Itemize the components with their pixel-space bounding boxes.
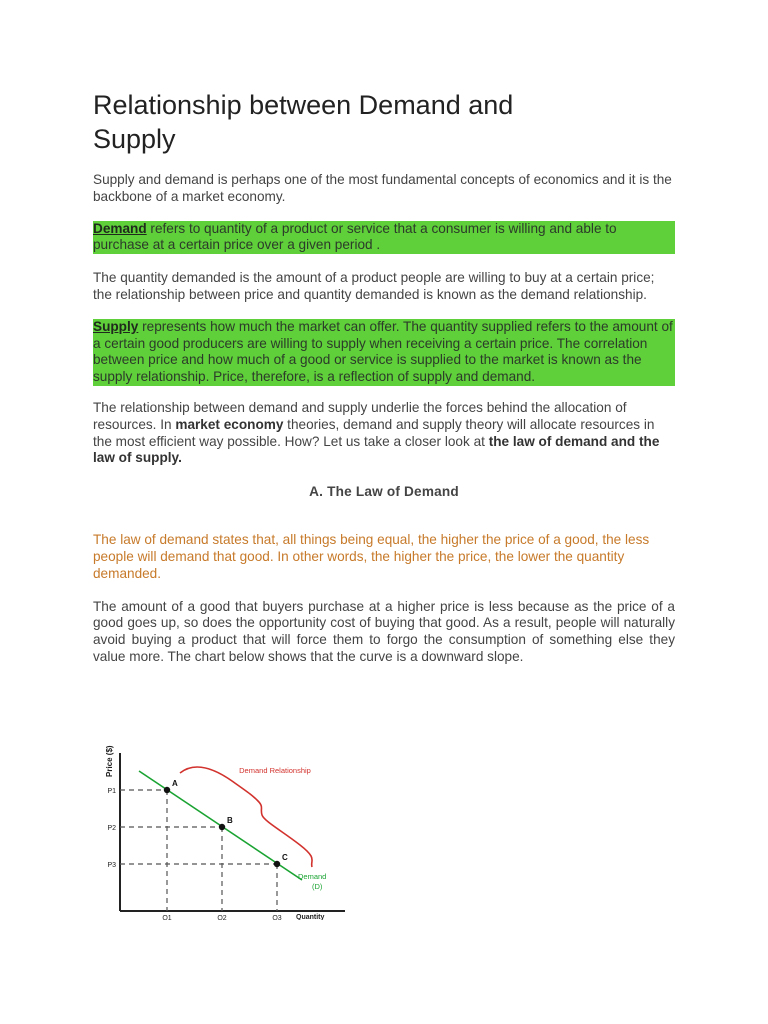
law-of-demand-paragraph: The law of demand states that, all things being equal, the higher the price of a good, the less people will demand that good. In other words, the higher the price, the lower the quantity demanded. bbox=[93, 532, 650, 581]
y-axis-label: Price ($) bbox=[105, 745, 114, 777]
laws-term: the law of demand and the law of supply. bbox=[93, 433, 660, 466]
quantity-tick-label: Q3 bbox=[272, 915, 282, 920]
article-body bbox=[93, 88, 675, 666]
demand-point-label: B bbox=[227, 816, 233, 825]
demand-definition-text: refers to quantity of a product or service that a consumer is willing and able to purchase at a certain price over a given period . bbox=[93, 220, 617, 253]
x-axis-label: Quantity bbox=[296, 914, 325, 920]
demand-chart-svg bbox=[100, 735, 350, 920]
supply-term: Supply bbox=[93, 318, 139, 334]
demand-definition bbox=[93, 221, 675, 255]
opportunity-cost-paragraph: The amount of a good that buyers purchase at a higher price is less because as the price of a good goes up, so does the opportunity cost of buying that good. As a result, people will naturally avoid buying a product that will force them to forgo the consumption of something else they value more. The chart below shows that the curve is a downward slope. bbox=[93, 598, 675, 664]
page-title: Relationship between Demand and Supply bbox=[93, 90, 514, 154]
demand-relationship-label: Demand Relationship bbox=[239, 766, 311, 775]
demand-chart bbox=[100, 735, 350, 920]
demand-point bbox=[164, 787, 170, 793]
relationship-text-1: The relationship between demand and supply underlie the forces behind the allocation of resources. In bbox=[93, 399, 627, 432]
quantity-tick-label: Q1 bbox=[162, 915, 172, 920]
quantity-tick-label: Q2 bbox=[217, 915, 227, 920]
demand-point bbox=[219, 824, 225, 830]
demand-curve-label: Demand bbox=[298, 872, 327, 881]
demand-point bbox=[274, 861, 280, 867]
demand-term: Demand bbox=[93, 220, 147, 236]
demand-curve-label-symbol: (D) bbox=[312, 882, 323, 891]
demand-relationship-brace bbox=[180, 767, 312, 867]
relationship-text-2: theories, demand and supply theory will allocate resources in the most efficient way possible. How? Let us take a closer look at bbox=[93, 416, 655, 449]
price-tick-label: P3 bbox=[107, 862, 116, 869]
market-economy-term: market economy bbox=[175, 416, 284, 432]
intro-paragraph: Supply and demand is perhaps one of the most fundamental concepts of economics and it is the backbone of a market economy. bbox=[93, 172, 672, 204]
demand-point-label: C bbox=[282, 853, 288, 862]
supply-definition bbox=[93, 319, 675, 386]
supply-definition-text: represents how much the market can offer. The quantity supplied refers to the amount of a certain good producers are willing to supply when receiving a certain price. The correlation between price and how much of a good or service is supplied to the market is known as the supply relationship. Price, therefore, is a reflection of supply and demand. bbox=[93, 318, 673, 385]
section-heading-law-of-demand: A. The Law of Demand bbox=[309, 484, 459, 500]
price-tick-label: P1 bbox=[107, 788, 116, 795]
price-tick-label: P2 bbox=[107, 825, 116, 832]
quantity-demanded-paragraph: The quantity demanded is the amount of a product people are willing to buy at a certain price; the relationship between price and quantity demanded is known as the demand relationship. bbox=[93, 270, 655, 302]
demand-point-label: A bbox=[172, 779, 178, 788]
relationship-paragraph bbox=[93, 400, 675, 467]
